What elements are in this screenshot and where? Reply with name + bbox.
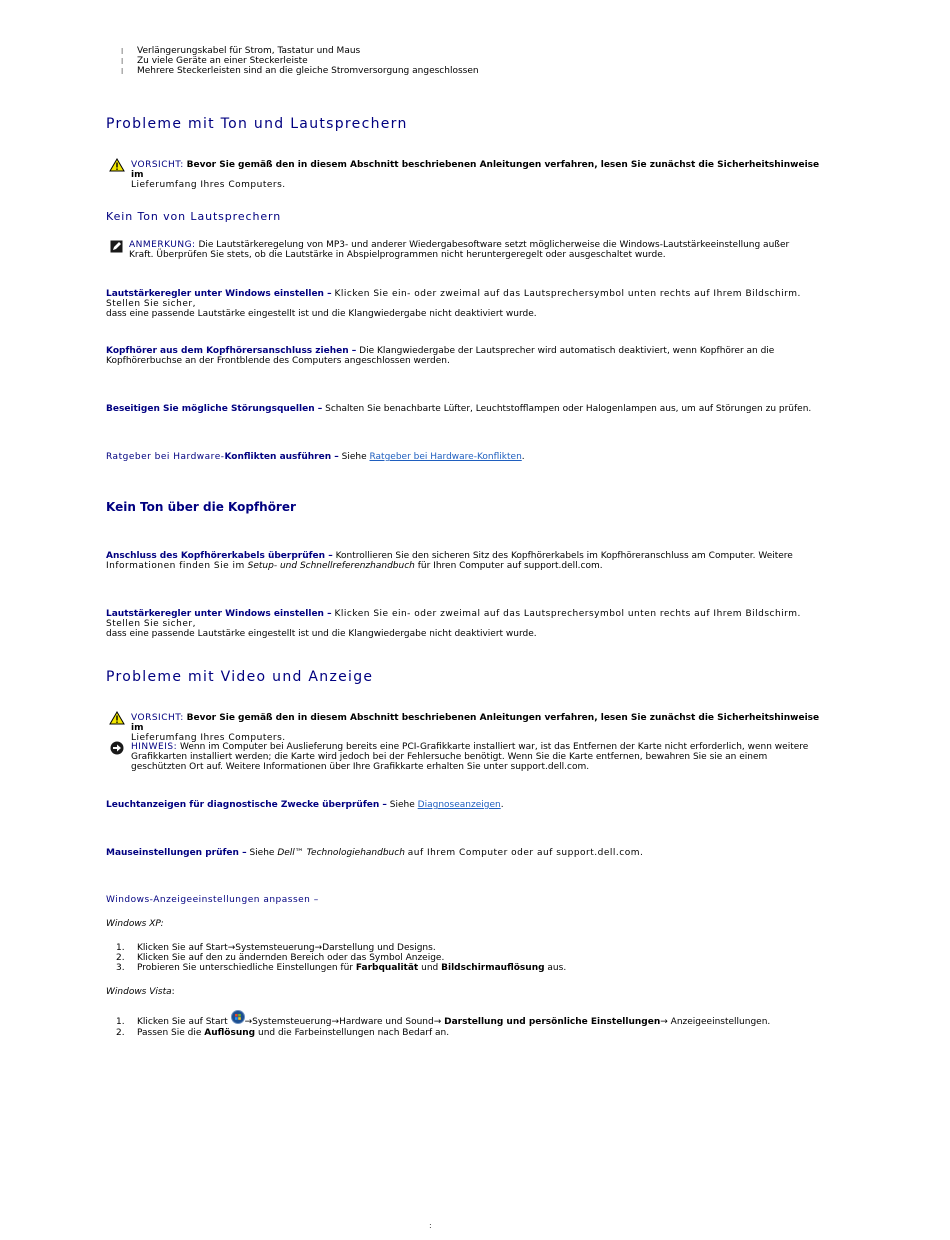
- step-text: [137, 943, 436, 953]
- arrow-icon: →: [660, 1017, 668, 1027]
- notice-arrow-icon: [110, 741, 124, 755]
- section-title-headphones: Kein Ton über die Kopfhörer: [106, 500, 296, 514]
- warning-icon: [109, 158, 125, 172]
- note-icon: [110, 240, 123, 253]
- notice-text: Wenn im Computer bei Auslieferung bereits eine PCI-Grafikkarte installiert war, ist das Entfernen der Karte nicht erforderlich, wenn weitere: [180, 742, 809, 752]
- step-number: 3.: [116, 963, 125, 973]
- paragraph-text-2: dass eine passende Lautstärke eingestellt ist und die Klangwiedergabe nicht deaktiviert wurde.: [106, 629, 537, 639]
- paragraph-text: Schalten Sie benachbarte Lüfter, Leuchtstofflampen oder Halogenlampen aus, um auf Störungen zu prüfen.: [325, 404, 812, 414]
- paragraph-hardware-conflicts: [106, 452, 836, 462]
- note-text: Die Lautstärkeregelung von MP3- und anderer Wiedergabesoftware setzt möglicherweise die Windows-Lautstärkeeinstellung außer: [198, 240, 790, 250]
- manual-title: Setup- und Schnellreferenzhandbuch: [247, 561, 415, 571]
- notice-label: HINWEIS:: [131, 742, 178, 752]
- windows-xp-label: Windows XP:: [106, 919, 164, 929]
- paragraph-heading: Leuchtanzeigen für diagnostische Zwecke überprüfen –: [106, 800, 387, 810]
- notice-text-3: geschützten Ort auf. Weitere Informationen über Ihre Grafikkarte erhalten Sie unter support.dell.com.: [131, 762, 590, 772]
- paragraph-text-end: .: [500, 800, 504, 810]
- vista-label-text: Windows Vista: [106, 987, 172, 997]
- step-text: Klicken Sie auf den zu ändernden Bereich oder das Symbol Anzeige.: [137, 953, 445, 963]
- list-item: Mehrere Steckerleisten sind an die gleiche Stromversorgung angeschlossen: [137, 66, 479, 76]
- subsection-title-no-sound-speakers: Kein Ton von Lautsprechern: [106, 210, 282, 223]
- note-label: ANMERKUNG:: [129, 240, 196, 250]
- step-part: und die Farbeinstellungen nach Bedarf an.: [257, 1028, 450, 1038]
- step-part: und: [421, 963, 439, 973]
- caution-label: VORSICHT:: [131, 713, 184, 723]
- notice-video: [131, 742, 821, 772]
- hardware-conflicts-link[interactable]: Ratgeber bei Hardware-Konflikten: [369, 452, 522, 462]
- paragraph-headphone-cable: [106, 551, 836, 571]
- step-text: [137, 1028, 449, 1038]
- step-number: 1.: [116, 943, 125, 953]
- caution-text: Bevor Sie gemäß den in diesem Abschnitt beschriebenen Anleitungen verfahren, lesen Sie zunächst die Sicherheitshinweise im: [131, 713, 820, 733]
- caution-text-rest: Lieferumfang Ihres Computers.: [131, 180, 286, 190]
- paragraph-display-settings: [106, 895, 836, 905]
- step-bold: Darstellung und persönliche Einstellungen: [444, 1017, 661, 1027]
- paragraph-heading: Konflikten ausführen –: [224, 452, 339, 462]
- caution-text-rest: Lieferumfang Ihres Computers.: [131, 733, 286, 743]
- step-number: 2.: [116, 953, 125, 963]
- list-item: Zu viele Geräte an einer Steckerleiste: [137, 56, 308, 66]
- caution-label: VORSICHT:: [131, 160, 184, 170]
- step-part: Passen Sie die: [137, 1028, 202, 1038]
- paragraph-volume-windows: [106, 289, 836, 319]
- warning-icon: [109, 711, 125, 725]
- paragraph-text-2: Informationen finden Sie im: [106, 561, 245, 571]
- paragraph-text: Siehe: [389, 800, 415, 810]
- paragraph-text-3: für Ihren Computer auf support.dell.com.: [417, 561, 603, 571]
- step-part: Klicken Sie auf Start: [137, 1017, 228, 1027]
- paragraph-volume-windows-2: [106, 609, 836, 639]
- step-number: 1.: [116, 1017, 125, 1027]
- paragraph-text-end: .: [521, 452, 525, 462]
- step-part: Darstellung und Designs.: [322, 943, 436, 953]
- step-number: 2.: [116, 1028, 125, 1038]
- step-part: aus.: [547, 963, 567, 973]
- bullet-marker: l: [121, 47, 124, 56]
- paragraph-text: Siehe: [249, 848, 275, 858]
- section-title-video: Probleme mit Video und Anzeige: [106, 669, 374, 685]
- step-bold: Farbqualität: [355, 963, 419, 973]
- caution-note-video: [131, 713, 821, 743]
- paragraph-text-2: dass eine passende Lautstärke eingestellt ist und die Klangwiedergabe nicht deaktiviert wurde.: [106, 309, 537, 319]
- paragraph-text: Klicken Sie ein- oder zweimal auf das Lautsprechersymbol unten rechts auf Ihrem Bildschirm. Stellen Sie sicher,: [106, 289, 801, 309]
- arrow-icon: →: [433, 1017, 442, 1027]
- notice-text-2: Grafikkarten installiert werden; die Karte wird jedoch bei der Fehlersuche benötigt. Wenn Sie die Karte entfernen, bewahren Sie sie an einem: [131, 752, 768, 762]
- caution-text: Bevor Sie gemäß den in diesem Abschnitt beschriebenen Anleitungen verfahren, lesen Sie zunächst die Sicherheitshinweise im: [131, 160, 820, 180]
- paragraph-unplug-headphones: [106, 346, 836, 366]
- windows-start-orb-icon: [231, 1010, 245, 1024]
- bullet-marker: l: [121, 57, 124, 66]
- windows-vista-label: [106, 987, 175, 997]
- paragraph-diagnostic-lights: [106, 800, 836, 810]
- caution-note-audio: [131, 160, 821, 190]
- arrow-icon: →: [331, 1017, 340, 1027]
- paragraph-text-2: Kopfhörerbuchse an der Frontblende des Computers angeschlossen werden.: [106, 356, 450, 366]
- arrow-icon: →: [314, 943, 323, 953]
- step-part: Systemsteuerung: [235, 943, 315, 953]
- manual-title: Dell™ Technologiehandbuch: [277, 848, 405, 858]
- paragraph-heading: Beseitigen Sie mögliche Störungsquellen –: [106, 404, 323, 414]
- paragraph-heading: Kopfhörer aus dem Kopfhörersanschluss ziehen –: [106, 346, 357, 356]
- paragraph-heading: Anschluss des Kopfhörerkabels überprüfen –: [106, 551, 333, 561]
- step-part: Anzeigeeinstellungen.: [670, 1017, 771, 1027]
- step-bold: Auflösung: [204, 1028, 256, 1038]
- paragraph-mouse-settings: [106, 848, 836, 858]
- section-title-audio: Probleme mit Ton und Lautsprechern: [106, 116, 408, 132]
- paragraph-text-2: auf Ihrem Computer oder auf support.dell.com.: [407, 848, 644, 858]
- paragraph-heading: Windows-Anzeigeeinstellungen anpassen –: [106, 895, 319, 905]
- bullet-marker: l: [121, 67, 124, 76]
- step-part: Systemsteuerung: [252, 1017, 332, 1027]
- paragraph-text: Kontrollieren Sie den sicheren Sitz des Kopfhörerkabels im Kopfhöreranschluss am Computer. Weitere: [335, 551, 793, 561]
- page-footer-mark: :: [429, 1221, 432, 1230]
- step-text: [137, 963, 566, 973]
- paragraph-heading-light: Ratgeber bei Hardware-: [106, 452, 225, 462]
- paragraph-heading: Mauseinstellungen prüfen –: [106, 848, 247, 858]
- note-audio: [129, 240, 819, 260]
- diagnostic-lights-link[interactable]: Diagnoseanzeigen: [417, 800, 501, 810]
- note-text-2: Kraft. Überprüfen Sie stets, ob die Lautstärke in Abspielprogrammen nicht heruntergeregelt oder ausgeschaltet wurde.: [129, 250, 666, 260]
- step-part: Probieren Sie unterschiedliche Einstellungen für: [137, 963, 354, 973]
- paragraph-interference: [106, 404, 836, 414]
- arrow-icon: →: [244, 1017, 253, 1027]
- paragraph-text: Siehe: [341, 452, 367, 462]
- paragraph-text: Die Klangwiedergabe der Lautsprecher wird automatisch deaktiviert, wenn Kopfhörer an die: [359, 346, 775, 356]
- paragraph-heading: Lautstärkeregler unter Windows einstellen –: [106, 609, 332, 619]
- step-part: Klicken Sie auf Start: [137, 943, 228, 953]
- paragraph-heading: Lautstärkeregler unter Windows einstellen –: [106, 289, 332, 299]
- step-text: [137, 1017, 770, 1027]
- vista-label-colon: :: [171, 987, 175, 997]
- step-part: Hardware und Sound: [339, 1017, 434, 1027]
- list-item: Verlängerungskabel für Strom, Tastatur und Maus: [137, 46, 361, 56]
- arrow-icon: →: [227, 943, 236, 953]
- paragraph-text: Klicken Sie ein- oder zweimal auf das Lautsprechersymbol unten rechts auf Ihrem Bildschirm. Stellen Sie sicher,: [106, 609, 801, 629]
- step-bold: Bildschirmauflösung: [441, 963, 545, 973]
